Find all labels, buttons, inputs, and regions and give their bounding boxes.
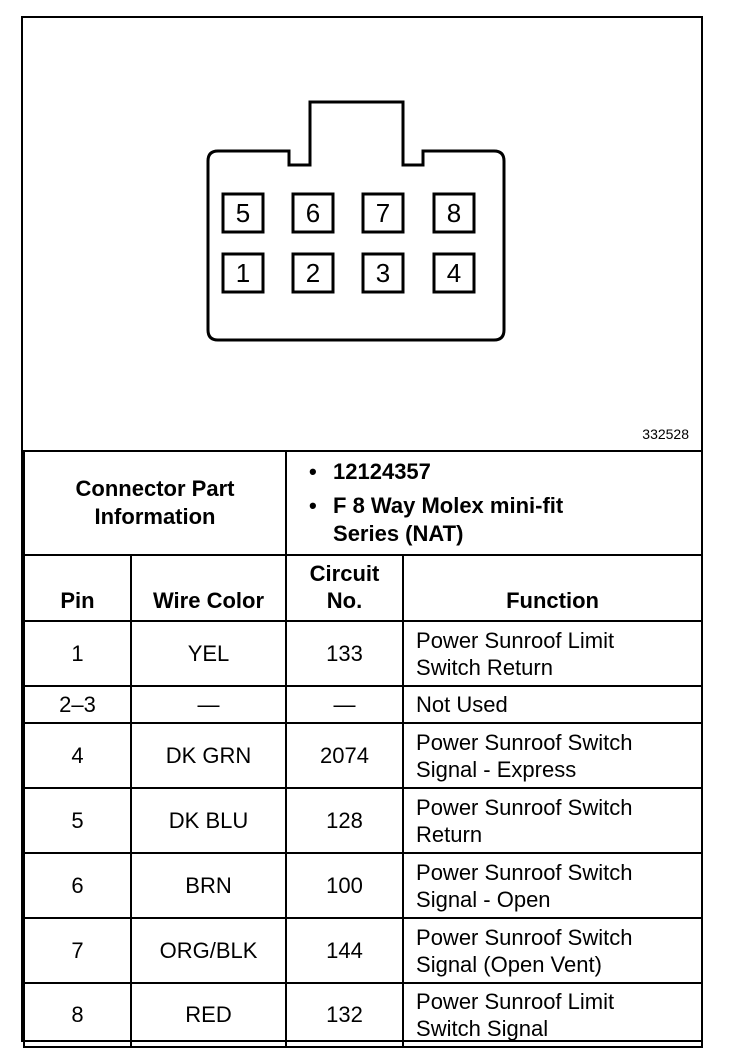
wire-color-cell: BRN [131,853,286,918]
wire-color-cell: DK GRN [131,723,286,788]
function-cell [403,853,702,918]
connector-outline [23,18,701,450]
header-function: Function [403,555,702,621]
part-info-row [24,451,702,555]
wire-color-cell: YEL [131,621,286,686]
connector-table [23,450,703,1048]
part-info-label-line: Information [94,504,216,529]
function-line: Signal (Open Vent) [416,951,602,977]
function-cell [403,686,702,723]
pin-number-label: 6 [305,198,321,228]
header-circuit-line: No. [326,588,363,613]
table-row [24,788,702,853]
circuit-cell: 2074 [286,723,403,788]
part-description-line: Series (NAT) [333,521,464,546]
pin-number-label: 8 [446,198,462,228]
connector-document [21,16,703,1042]
circuit-cell: 100 [286,853,403,918]
pin-number-label: 4 [446,258,462,288]
pin-number-label: 3 [375,258,391,288]
part-number: 12124357 [333,459,431,484]
function-cell [403,983,702,1047]
pin-cell: 1 [24,621,131,686]
header-pin: Pin [24,555,131,621]
function-cell [403,723,702,788]
function-cell [403,788,702,853]
pin-cell: 5 [24,788,131,853]
circuit-cell: 132 [286,983,403,1047]
pin-number-label: 2 [305,258,321,288]
part-info-list [286,451,702,555]
part-description-line: F 8 Way Molex mini-fit [333,493,564,518]
header-row [24,555,702,621]
table-row [24,723,702,788]
pin-cell: 8 [24,983,131,1047]
pin-number-label: 1 [235,258,251,288]
bullet: • [309,459,317,484]
table-row [24,621,702,686]
circuit-cell: 133 [286,621,403,686]
wire-color-cell: RED [131,983,286,1047]
function-cell [403,621,702,686]
pin-number-label: 5 [235,198,251,228]
part-info-item [307,458,701,486]
part-info-label-line: Connector Part [75,476,235,501]
wire-color-cell: — [131,686,286,723]
wire-color-cell: ORG/BLK [131,918,286,983]
header-circuit [286,555,403,621]
function-cell [403,918,702,983]
connector-diagram [23,18,701,450]
pin-cell: 7 [24,918,131,983]
pin-number-label: 7 [375,198,391,228]
table-row [24,918,702,983]
function-line: Power Sunroof Limit [416,627,615,653]
circuit-cell: — [286,686,403,723]
pin-cell: 2–3 [24,686,131,723]
header-wire-color: Wire Color [131,555,286,621]
table-row [24,983,702,1047]
pin-cell: 6 [24,853,131,918]
function-line: Power Sunroof Switch [416,924,633,950]
circuit-cell: 128 [286,788,403,853]
function-line: Power Sunroof Limit [416,989,615,1014]
circuit-cell: 144 [286,918,403,983]
function-line: Power Sunroof Switch [416,794,633,820]
function-line: Switch Return [416,654,553,680]
function-line: Not Used [416,692,508,717]
pin-cell: 4 [24,723,131,788]
bullet: • [309,493,317,518]
function-line: Return [416,821,483,847]
table-row [24,686,702,723]
part-info-label [24,451,286,555]
wire-color-cell: DK BLU [131,788,286,853]
function-line: Switch Signal [416,1016,549,1041]
function-line: Signal - Open [416,886,551,912]
table-row [24,853,702,918]
function-line: Signal - Express [416,756,577,782]
figure-id: 332528 [642,426,689,442]
function-line: Power Sunroof Switch [416,859,633,885]
part-info-item [307,492,701,548]
header-circuit-line: Circuit [309,561,380,586]
function-line: Power Sunroof Switch [416,729,633,755]
